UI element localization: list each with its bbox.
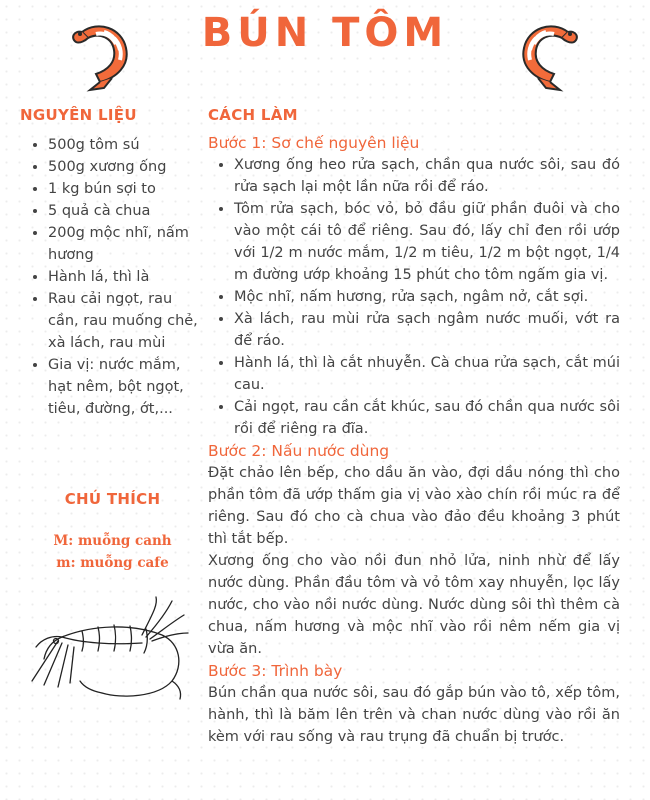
step-2-paragraph: Xương ống cho vào nồi đun nhỏ lửa, ninh nhừ để lấy nước dùng. Phần đầu tôm và vỏ tôm xay nhuyễn, lọc lấy nước, cho vào nồi nước dùng. Nước dùng sôi thì thêm cà chua, nấm hương và mộc nhĩ vào rồi nêm nếm gia vị vừa ăn. xyxy=(208,553,620,657)
notes-heading: CHÚ THÍCH xyxy=(64,490,161,508)
ingredients-section xyxy=(20,106,205,420)
shrimp-icon xyxy=(510,12,590,92)
note-line: m: muỗng cafe xyxy=(56,555,169,571)
list-item: • 500g xương ống xyxy=(48,156,205,178)
list-item: • Tôm rửa sạch, bóc vỏ, bỏ đầu giữ phần đuôi và cho vào một cái tô để riêng. Sau đó, lấy chỉ đen rồi ướp với 1/2 m nước mắm, 1/2 m tiêu, 1/2 m bột ngọt, 1/4 m đường ướp khoảng 15 phút cho tôm ngấm gia vị. xyxy=(234,198,620,286)
step-1-list xyxy=(208,154,620,440)
method-heading: CÁCH LÀM xyxy=(208,106,298,124)
list-item: • 200g mộc nhĩ, nấm hương xyxy=(48,222,205,266)
recipe-title: BÚN TÔM xyxy=(201,10,449,56)
list-item: • 1 kg bún sợi to xyxy=(48,178,205,200)
ingredients-list xyxy=(20,134,205,420)
shrimp-sketch-icon xyxy=(22,595,192,705)
step-3-title: Bước 3: Trình bày xyxy=(208,662,343,680)
ingredients-heading: NGUYÊN LIỆU xyxy=(20,106,137,124)
step-3-paragraph: Bún chần qua nước sôi, sau đó gắp bún vào tô, xếp tôm, hành, thì là băm lên trên và chan nước dùng vào rồi ăn kèm với rau sống và rau trụng đã chuẩn bị trước. xyxy=(208,685,620,745)
step-1-title: Bước 1: Sơ chế nguyên liệu xyxy=(208,134,420,152)
step-2-title: Bước 2: Nấu nước dùng xyxy=(208,442,390,460)
list-item: • 500g tôm sú xyxy=(48,134,205,156)
method-section xyxy=(208,106,620,748)
list-item: • Hành lá, thì là cắt nhuyễn. Cà chua rửa sạch, cắt múi cau. xyxy=(234,352,620,396)
shrimp-icon xyxy=(60,12,140,92)
list-item: • Xà lách, rau mùi rửa sạch ngâm nước muối, vớt ra để ráo. xyxy=(234,308,620,352)
list-item: • Xương ống heo rửa sạch, chần qua nước sôi, sau đó rửa sạch lại một lần nữa rồi để ráo. xyxy=(234,154,620,198)
list-item: • Rau cải ngọt, rau cần, rau muống chẻ, xà lách, rau mùi xyxy=(48,288,205,354)
list-item: • Mộc nhĩ, nấm hương, rửa sạch, ngâm nở, cắt sợi. xyxy=(234,286,620,308)
note-line: M: muỗng canh xyxy=(53,533,172,549)
list-item: • Cải ngọt, rau cần cắt khúc, sau đó chần qua nước sôi rồi để riêng ra đĩa. xyxy=(234,396,620,440)
notes-section xyxy=(20,490,205,574)
list-item: • 5 quả cà chua xyxy=(48,200,205,222)
step-2-paragraph: Đặt chảo lên bếp, cho dầu ăn vào, đợi dầu nóng thì cho phần tôm đã ướp thấm gia vị vào xào chín rồi múc ra để riêng. Sau đó cho cà chua vào đảo đều khoảng 3 phút thì tắt bếp. xyxy=(208,465,620,547)
list-item: • Hành lá, thì là xyxy=(48,266,205,288)
list-item: • Gia vị: nước mắm, hạt nêm, bột ngọt, tiêu, đường, ớt,... xyxy=(48,354,205,420)
